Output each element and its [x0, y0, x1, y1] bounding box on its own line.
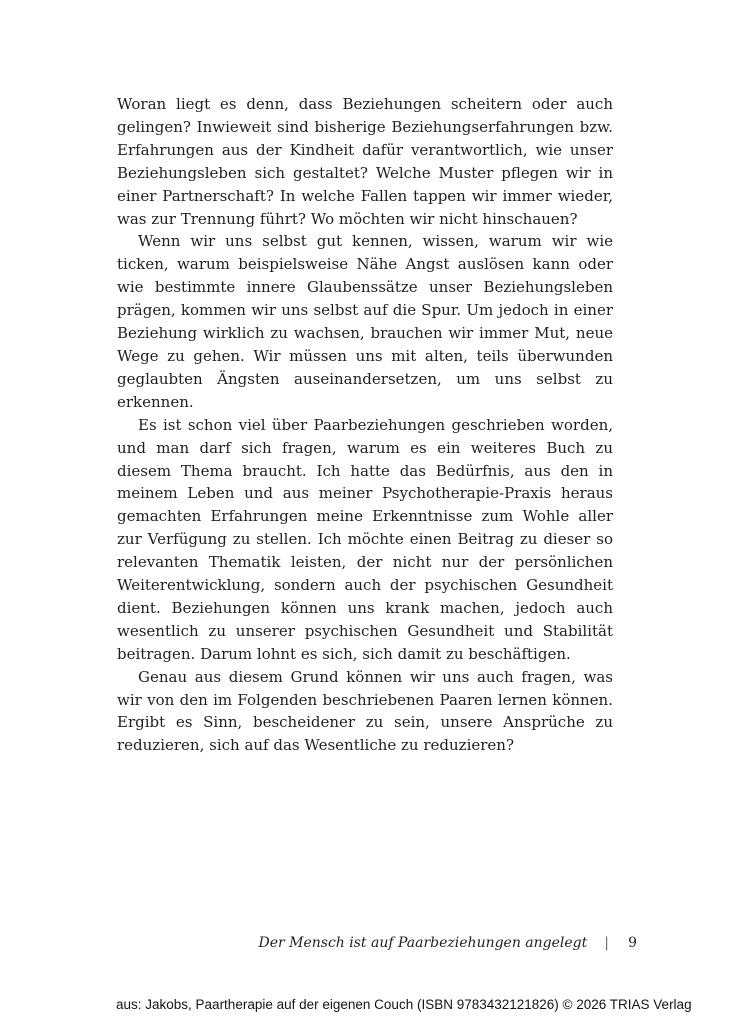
chapter-title: Der Mensch ist auf Paarbeziehungen angelegt [258, 935, 588, 951]
body-text-block [117, 93, 613, 757]
body-paragraph: Wenn wir uns selbst gut kennen, wissen, warum wir wie ticken, warum beispielsweise Nähe Angst auslösen kann oder wie bestimmte innere Glaubenssätze unser Beziehungsleben prägen, kommen wir uns selbst auf die Spur. Um jedoch in einer Beziehung wirklich zu wachsen, brauchen wir immer Mut, neue Wege zu gehen. Wir müssen uns mit alten, teils überwunden geglaubten Ängsten auseinandersetzen, um uns selbst zu erkennen. [117, 232, 613, 411]
body-paragraph: Woran liegt es denn, dass Beziehungen scheitern oder auch gelingen? Inwieweit sind bisherige Beziehungserfahrungen bzw. Erfahrungen aus der Kindheit dafür verantwortlich, wie unser Beziehungsleben sich gestaltet? Welche Muster pflegen wir in einer Partnerschaft? In welche Fallen tappen wir immer wieder, was zur Trennung führt? Wo möchten wir nicht hinschauen? [117, 95, 613, 228]
credit-line: aus: Jakobs, Paartherapie auf der eigenen Couch (ISBN 9783432121826) © 2026 TRIAS Verlag [116, 997, 692, 1012]
body-paragraph: Es ist schon viel über Paarbeziehungen geschrieben worden, und man darf sich fragen, warum es ein weiteres Buch zu diesem Thema braucht. Ich hatte das Bedürfnis, aus den in meinem Leben und aus meiner Psychotherapie-Praxis heraus gemachten Erfahrungen meine Erkenntnisse zum Wohle aller zur Verfügung zu stellen. Ich möchte einen Beitrag zu dieser so relevanten Thematik leisten, der nicht nur der persönlichen Weiterentwicklung, sondern auch der psychischen Gesundheit dient. Beziehungen können uns krank machen, jedoch auch wesentlich zu unserer psychischen Gesundheit und Stabilität beitragen. Darum lohnt es sich, sich damit zu beschäftigen. [117, 415, 613, 663]
body-paragraph: Genau aus diesem Grund können wir uns auch fragen, was wir von den im Folgenden beschriebenen Paaren lernen können. Ergibt es Sinn, bescheidener zu sein, unsere Ansprüche zu reduzieren, sich auf das Wesentliche zu reduzieren? [117, 667, 613, 755]
footer-separator: | [604, 935, 609, 951]
running-footer [117, 934, 637, 952]
page-number: 9 [628, 935, 637, 951]
